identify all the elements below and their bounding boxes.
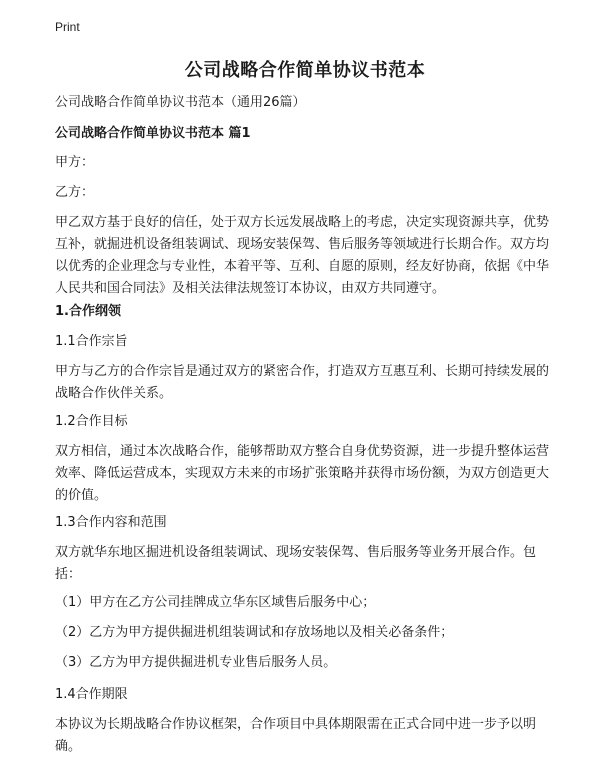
print-link[interactable]: Print bbox=[55, 20, 80, 34]
paragraph-1-2: 双方相信，通过本次战略合作，能够帮助双方整合自身优势资源，进一步提升整体运营效率、降低运营成本，实现双方未来的市场扩张策略并获得市场份额，为双方创造更大的价值。 bbox=[55, 444, 550, 503]
document-subtitle: 公司战略合作简单协议书范本（通用26篇） bbox=[55, 95, 306, 110]
section-heading: 公司战略合作简单协议书范本 篇1 bbox=[55, 126, 251, 141]
heading-1: 1.合作纲领 bbox=[55, 304, 121, 319]
heading-1-1: 1.1合作宗旨 bbox=[55, 334, 128, 349]
paragraph-1-1: 甲方与乙方的合作宗旨是通过双方的紧密合作，打造双方互惠互利、长期可持续发展的战略合作伙伴关系。 bbox=[55, 364, 550, 401]
list-item-2: （2）乙方为甲方提供掘进机组装调试和存放场地以及相关必备条件； bbox=[55, 625, 454, 640]
heading-1-2: 1.2合作目标 bbox=[55, 414, 128, 429]
paragraph-1-3: 双方就华东地区掘进机设备组装调试、现场安装保驾、售后服务等业务开展合作。包括： bbox=[55, 545, 537, 582]
intro-paragraph: 甲乙双方基于良好的信任，处于双方长远发展战略上的考虑，决定实现资源共享，优势互补，就掘进机设备组装调试、现场安装保驾、售后服务等领域进行长期合作。双方均以优秀的企业理念与专业性，本着平等、互利、自愿的原则，经友好协商，依据《中华人民共和国合同法》及相关法律法规签订本协议，由双方共同遵守。 bbox=[55, 215, 550, 296]
party-a-label: 甲方： bbox=[55, 155, 95, 170]
list-item-1: （1）甲方在乙方公司挂牌成立华东区域售后服务中心； bbox=[55, 595, 376, 610]
heading-1-3: 1.3合作内容和范围 bbox=[55, 515, 167, 530]
page-title: 公司战略合作简单协议书范本 bbox=[184, 60, 426, 81]
paragraph-1-4: 本协议为长期战略合作协议框架，合作项目中具体期限需在正式合同中进一步予以明确。 bbox=[55, 717, 537, 754]
heading-1-4: 1.4合作期限 bbox=[55, 687, 128, 702]
party-b-label: 乙方： bbox=[55, 185, 95, 200]
list-item-3: （3）乙方为甲方提供掘进机专业售后服务人员。 bbox=[55, 655, 337, 670]
